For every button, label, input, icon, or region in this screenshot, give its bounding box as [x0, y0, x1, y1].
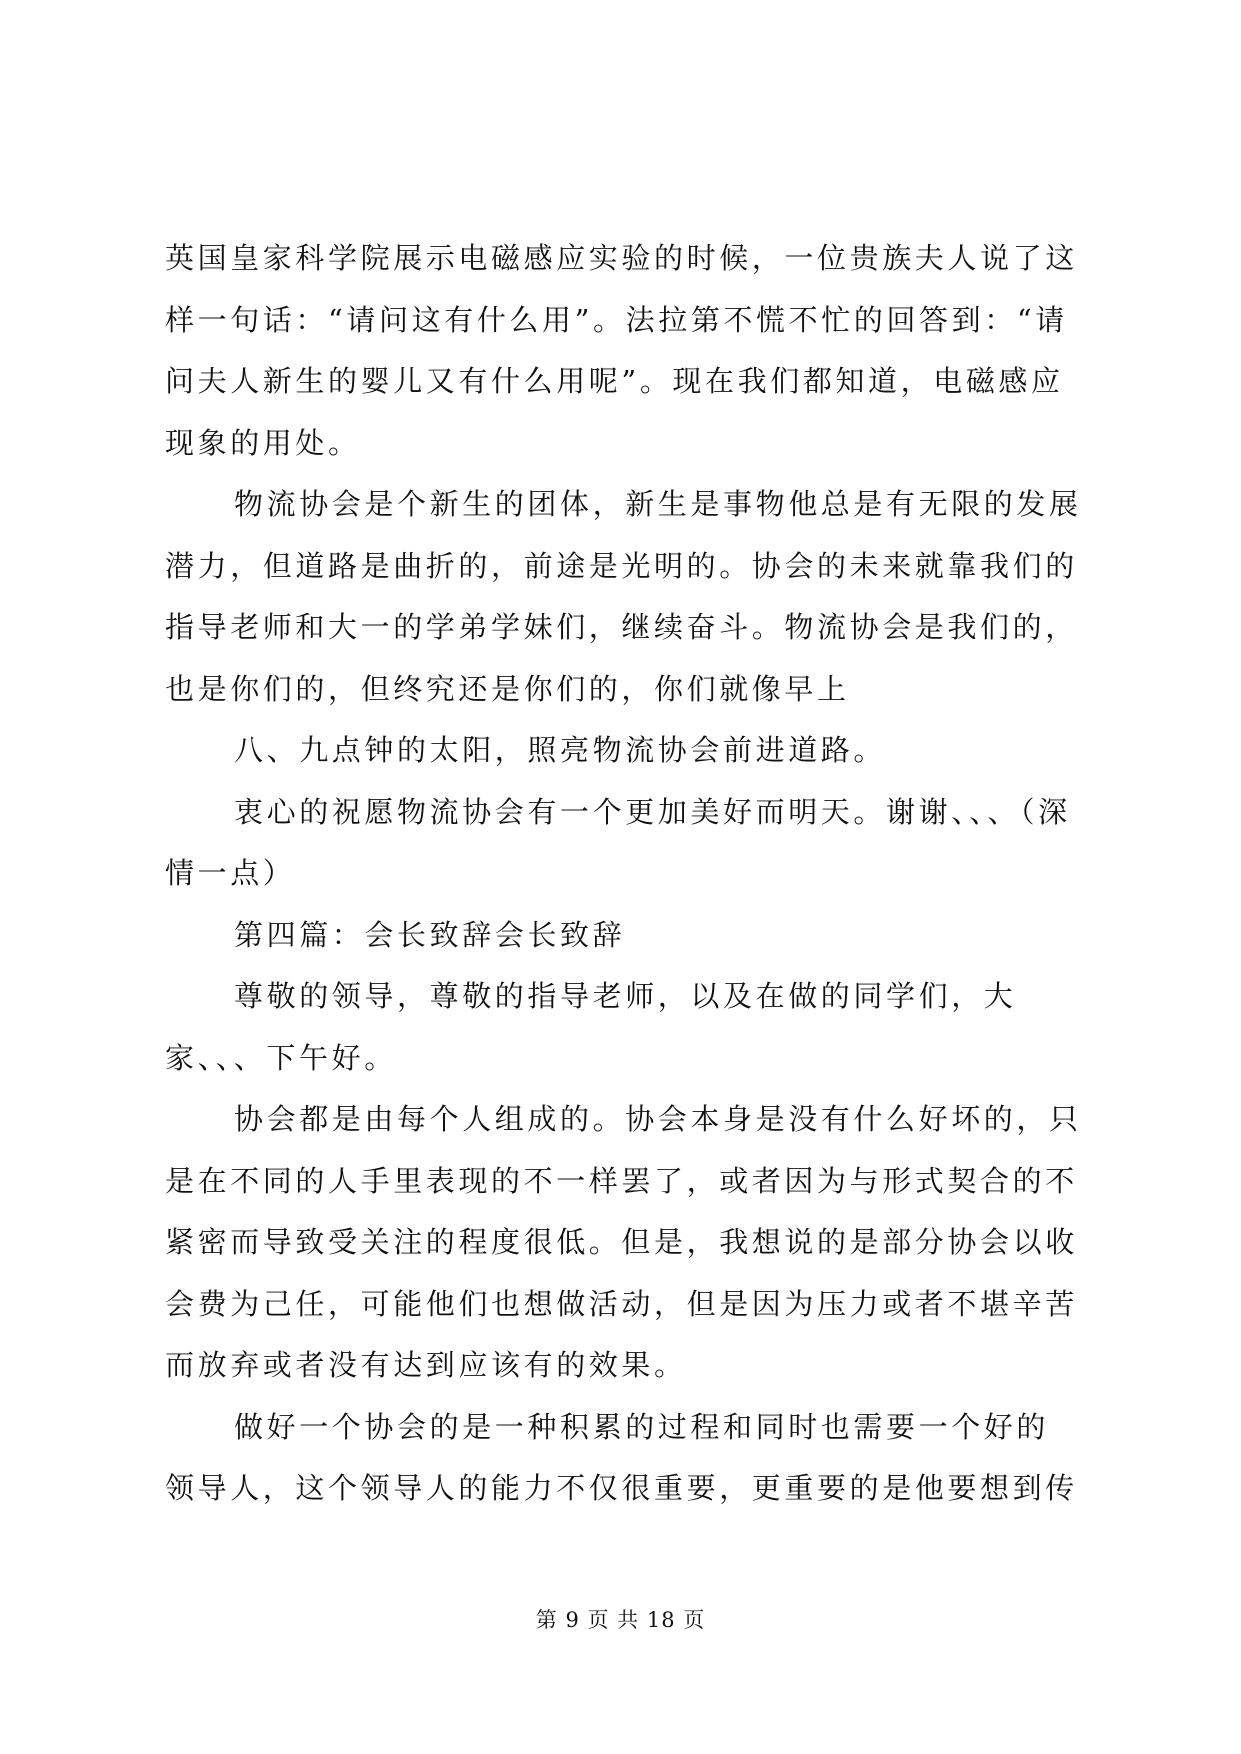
text-line: 家、、、下午好。	[165, 1040, 397, 1075]
text-line: 英国皇家科学院展示电磁感应实验的时候，一位贵族夫人说了这	[165, 241, 1078, 275]
paragraph-start-line: 协会都是由每个人组成的。协会本身是没有什么好坏的，只	[234, 1102, 1082, 1136]
text-line: 潜力，但道路是曲折的，前途是光明的。协会的未来就靠我们的	[165, 548, 1078, 583]
text-line: 紧密而导致受关注的程度很低。但是，我想说的是部分协会以收	[165, 1225, 1078, 1259]
paragraph-start-line: 尊敬的领导，尊敬的指导老师，以及在做的同学们，大	[234, 979, 1017, 1013]
text-line: 样一句话：“请问这有什么用”。法拉第不慌不忙的回答到：“请	[165, 302, 1068, 337]
paragraph-start-line: 物流协会是个新生的团体，新生是事物他总是有无限的发展	[234, 487, 1082, 521]
page-number-footer: 第 9 页 共 18 页	[535, 1608, 706, 1632]
text-line: 现象的用处。	[165, 425, 361, 460]
text-line: 是在不同的人手里表现的不一样罢了，或者因为与形式契合的不	[165, 1163, 1078, 1198]
paragraph-start-line: 八、九点钟的太阳，照亮物流协会前进道路。	[234, 733, 887, 767]
body-text	[165, 228, 1083, 1520]
text-line: 也是你们的，但终究还是你们的，你们就像早上	[165, 671, 850, 706]
paragraph-start-line: 做好一个协会的是一种积累的过程和同时也需要一个好的	[234, 1409, 1050, 1444]
text-line: 问夫人新生的婴儿又有什么用呢”。现在我们都知道，电磁感应	[165, 364, 1064, 398]
text-line: 会费为己任，可能他们也想做活动，但是因为压力或者不堪辛苦	[165, 1286, 1078, 1321]
text-line: 而放弃或者没有达到应该有的效果。	[165, 1348, 687, 1382]
text-line: 情一点）	[165, 856, 296, 890]
section-heading: 第四篇：会长致辞会长致辞	[234, 917, 626, 952]
text-line: 领导人，这个领导人的能力不仅很重要，更重要的是他要想到传	[165, 1471, 1078, 1505]
text-line: 指导老师和大一的学弟学妹们，继续奋斗。物流协会是我们的，	[165, 610, 1078, 644]
paragraph-start-line: 衷心的祝愿物流协会有一个更加美好而明天。谢谢、、、（深	[234, 794, 1071, 829]
